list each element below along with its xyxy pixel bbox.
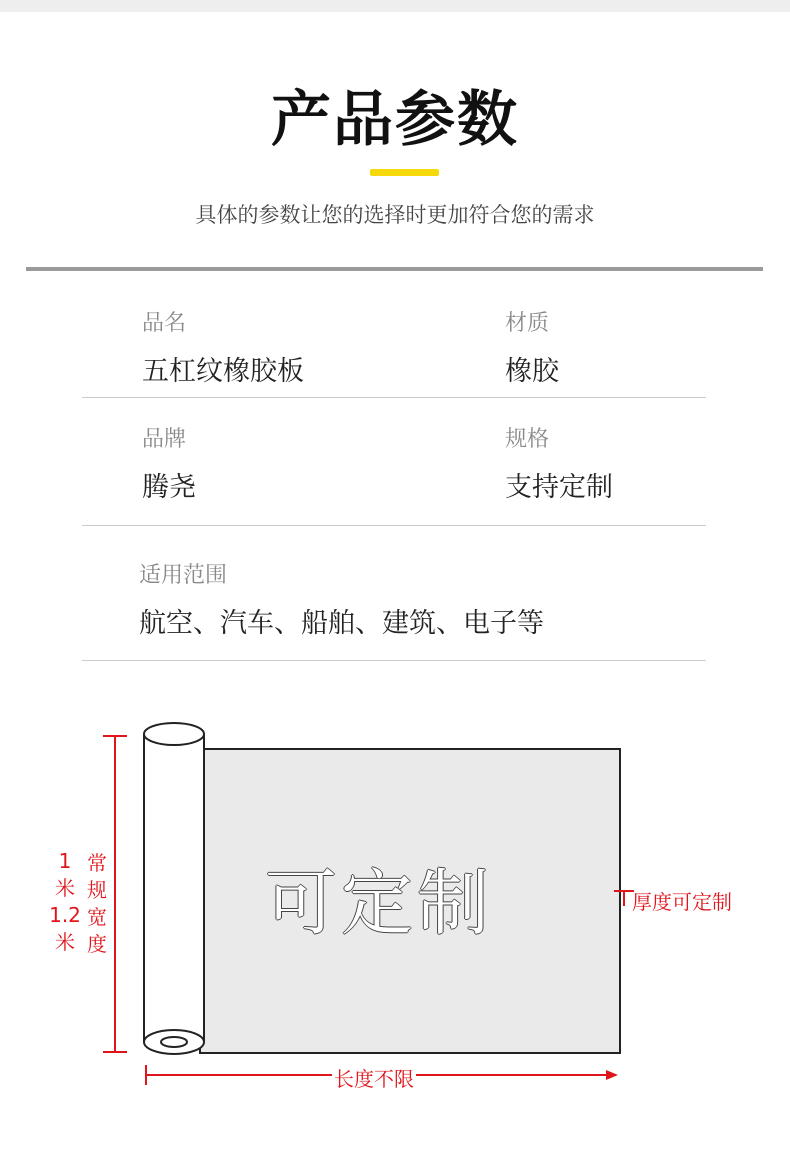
top-strip <box>0 0 790 12</box>
param-spec <box>505 422 613 504</box>
customizable-watermark: 可定制 <box>265 861 494 945</box>
width-text: 1 <box>58 849 72 873</box>
thickness-label: 厚度可定制 <box>632 890 732 914</box>
row-divider <box>82 660 706 661</box>
page-title: 产品参数 <box>271 85 519 155</box>
roll-top <box>144 723 204 745</box>
param-value: 腾尧 <box>142 472 196 503</box>
roll-body <box>144 734 204 1042</box>
width-text: 1.2 <box>49 903 81 927</box>
param-value: 五杠纹橡胶板 <box>142 356 304 387</box>
width-text: 度 <box>87 932 107 956</box>
param-value: 航空、汽车、船舶、建筑、电子等 <box>139 608 544 639</box>
header-divider <box>26 267 763 271</box>
page-subtitle: 具体的参数让您的选择时更加符合您的需求 <box>195 203 595 227</box>
param-brand <box>142 422 196 504</box>
width-text: 米 <box>55 930 75 954</box>
param-label: 品牌 <box>142 427 187 452</box>
param-material <box>505 306 559 388</box>
length-label: 长度不限 <box>332 1063 416 1092</box>
width-text: 规 <box>87 878 107 902</box>
width-values-column <box>48 848 82 956</box>
row-divider <box>82 525 706 526</box>
param-product-name <box>142 306 304 388</box>
width-text: 常 <box>87 851 107 875</box>
param-application <box>139 558 544 640</box>
width-text: 米 <box>55 876 75 900</box>
param-label: 规格 <box>505 427 550 452</box>
title-accent-bar <box>370 169 439 176</box>
param-label: 材质 <box>505 311 550 336</box>
param-label: 适用范围 <box>139 563 228 588</box>
width-text: 宽 <box>87 905 107 929</box>
param-label: 品名 <box>142 311 187 336</box>
roll-core <box>161 1037 187 1047</box>
param-value: 支持定制 <box>505 472 613 503</box>
row-divider <box>82 397 706 398</box>
roll-diagram <box>0 700 790 1140</box>
width-caption-column <box>84 850 110 958</box>
param-value: 橡胶 <box>505 356 559 387</box>
